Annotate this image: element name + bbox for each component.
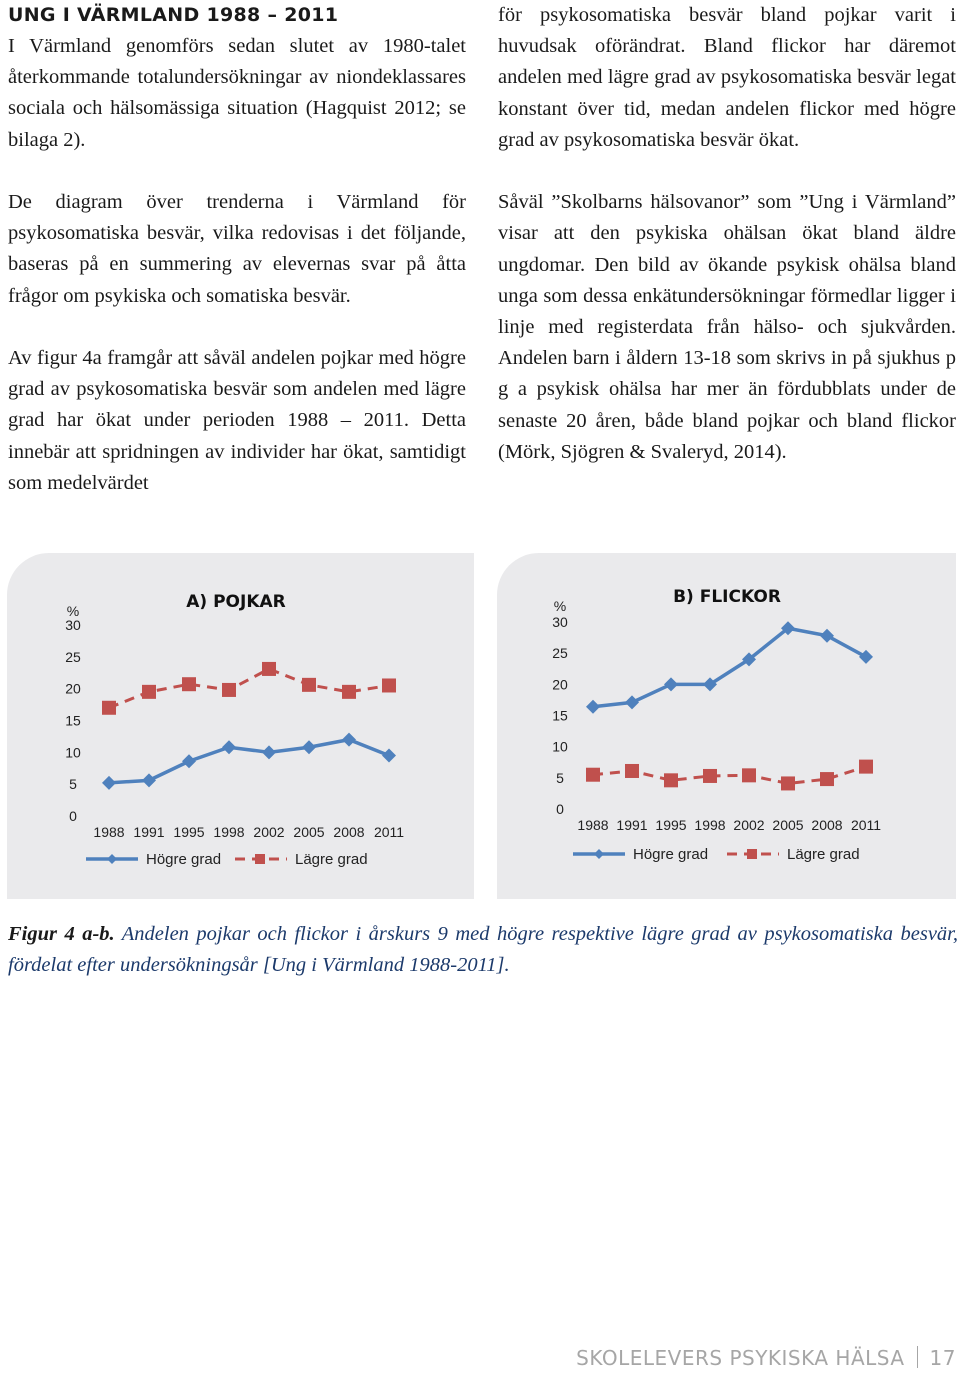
data-point xyxy=(664,677,678,691)
data-point xyxy=(742,768,756,782)
chart-girls xyxy=(497,553,956,899)
x-tick-label: 1995 xyxy=(655,817,687,833)
data-point xyxy=(382,749,396,763)
data-point xyxy=(382,678,396,692)
y-tick-label: 5 xyxy=(69,776,77,793)
chart-boys xyxy=(7,553,474,899)
y-tick-label: 30 xyxy=(552,614,568,630)
figure-caption xyxy=(8,919,958,981)
footer-divider xyxy=(917,1346,918,1368)
caption-lead: Figur 4 a-b. xyxy=(8,923,115,945)
data-point xyxy=(222,740,236,754)
y-tick-label: 25 xyxy=(65,648,81,665)
data-point xyxy=(781,776,795,790)
data-point xyxy=(859,650,873,664)
data-point xyxy=(142,773,156,787)
x-tick-label: 2008 xyxy=(333,824,365,840)
data-point xyxy=(625,695,639,709)
data-point xyxy=(820,629,834,643)
text-column-left xyxy=(8,31,466,530)
x-tick-label: 1995 xyxy=(173,824,205,840)
x-tick-label: 1998 xyxy=(213,824,245,840)
y-tick-label: 15 xyxy=(552,707,568,724)
y-tick-label: 20 xyxy=(552,676,568,693)
y-axis-label: % xyxy=(553,598,567,614)
text-column-right xyxy=(498,0,956,499)
data-point xyxy=(102,776,116,790)
page-footer xyxy=(576,1346,956,1370)
legend-label: Lägre grad xyxy=(295,851,368,868)
data-point xyxy=(820,772,834,786)
y-tick-label: 15 xyxy=(65,712,81,729)
data-point xyxy=(142,685,156,699)
section-heading: UNG I VÄRMLAND 1988 – 2011 xyxy=(8,4,339,26)
x-tick-label: 1991 xyxy=(616,817,648,833)
data-point xyxy=(222,683,236,697)
y-tick-label: 5 xyxy=(556,769,564,786)
x-tick-label: 1988 xyxy=(577,817,609,833)
data-point xyxy=(262,662,276,676)
x-tick-label: 1991 xyxy=(133,824,165,840)
y-tick-label: 30 xyxy=(65,617,81,633)
legend-label: Högre grad xyxy=(146,851,222,868)
data-point xyxy=(664,773,678,787)
paragraph: I Värmland genomförs sedan slutet av 1980-talet återkommande totalundersökningar av niondeklassares sociala och hälsomässiga situation (Hagquist 2012; se bilaga 2). xyxy=(8,35,466,151)
footer-section-title: SKOLELEVERS PSYKISKA HÄLSA xyxy=(576,1346,905,1370)
x-tick-label: 2011 xyxy=(373,824,405,840)
y-tick-label: 25 xyxy=(552,645,568,662)
data-point xyxy=(703,769,717,783)
paragraph: Av figur 4a framgår att såväl andelen pojkar med högre grad av psykosomatiska besvär som andelen med lägre grad har ökat under perioden 1988 – 2011. Detta innebär att spridningen av individer har ökat, samtidigt som medelvärdet xyxy=(8,347,466,494)
x-tick-label: 2002 xyxy=(733,817,765,833)
y-tick-label: 0 xyxy=(556,801,564,817)
chart-title: A) POJKAR xyxy=(186,592,286,612)
y-tick-label: 10 xyxy=(65,744,81,761)
legend-label: Högre grad xyxy=(633,846,709,863)
x-tick-label: 1998 xyxy=(694,817,726,833)
x-tick-label: 1988 xyxy=(93,824,125,840)
data-point xyxy=(586,700,600,714)
legend-marker xyxy=(107,854,117,864)
data-point xyxy=(302,678,316,692)
legend-marker xyxy=(255,854,265,864)
x-tick-label: 2005 xyxy=(293,824,325,840)
data-point xyxy=(102,701,116,715)
chart-panel-boys xyxy=(7,553,474,899)
data-point xyxy=(182,677,196,691)
y-tick-label: 10 xyxy=(552,738,568,755)
data-point xyxy=(859,760,873,774)
legend-marker xyxy=(594,849,604,859)
data-point xyxy=(342,733,356,747)
data-point xyxy=(586,768,600,782)
data-point xyxy=(342,685,356,699)
y-axis-label: % xyxy=(66,603,80,619)
caption-text: Andelen pojkar och flickor i årskurs 9 med högre respektive lägre grad av psykosomatiska besvär, fördelat efter undersökningsår [Ung i Värmland 1988-2011]. xyxy=(8,923,958,976)
paragraph: De diagram över trenderna i Värmland för psykosomatiska besvär, vilka redovisas i det följande, baseras på en summering av elevernas svar på åtta frågor om psykiska och somatiska besvär. xyxy=(8,191,466,307)
y-tick-label: 20 xyxy=(65,680,81,697)
data-point xyxy=(182,754,196,768)
x-tick-label: 2008 xyxy=(811,817,843,833)
chart-title: B) FLICKOR xyxy=(673,587,781,607)
data-point xyxy=(302,740,316,754)
page-number: 17 xyxy=(929,1346,956,1370)
data-point xyxy=(625,764,639,778)
x-tick-label: 2005 xyxy=(772,817,804,833)
legend-label: Lägre grad xyxy=(787,846,860,863)
chart-panel-girls xyxy=(497,553,956,899)
paragraph: Såväl ”Skolbarns hälsovanor” som ”Ung i Värmland” visar att den psykiska ohälsan ökat bland äldre ungdomar. Den bild av ökande psykisk ohälsa bland unga som dessa enkätundersökningar förmedlar ligger i linje med registerdata från hälso- och sjukvården. Andelen barn i åldern 13-18 som skrivs in på sjukhus p g a psykisk ohälsa har mer än fördubblats under de senaste 20 åren, både bland pojkar och bland flickor (Mörk, Sjögren & Svaleryd, 2014). xyxy=(498,191,956,463)
y-tick-label: 0 xyxy=(69,808,77,824)
data-point xyxy=(262,745,276,759)
legend-marker xyxy=(747,849,757,859)
x-tick-label: 2011 xyxy=(850,817,882,833)
x-tick-label: 2002 xyxy=(253,824,285,840)
paragraph: för psykosomatiska besvär bland pojkar varit i huvudsak oförändrat. Bland flickor har däremot andelen med lägre grad av psykosomatiska besvär legat konstant över tid, medan andelen flickor med högre grad av psykosomatiska besvär ökat. xyxy=(498,4,956,151)
